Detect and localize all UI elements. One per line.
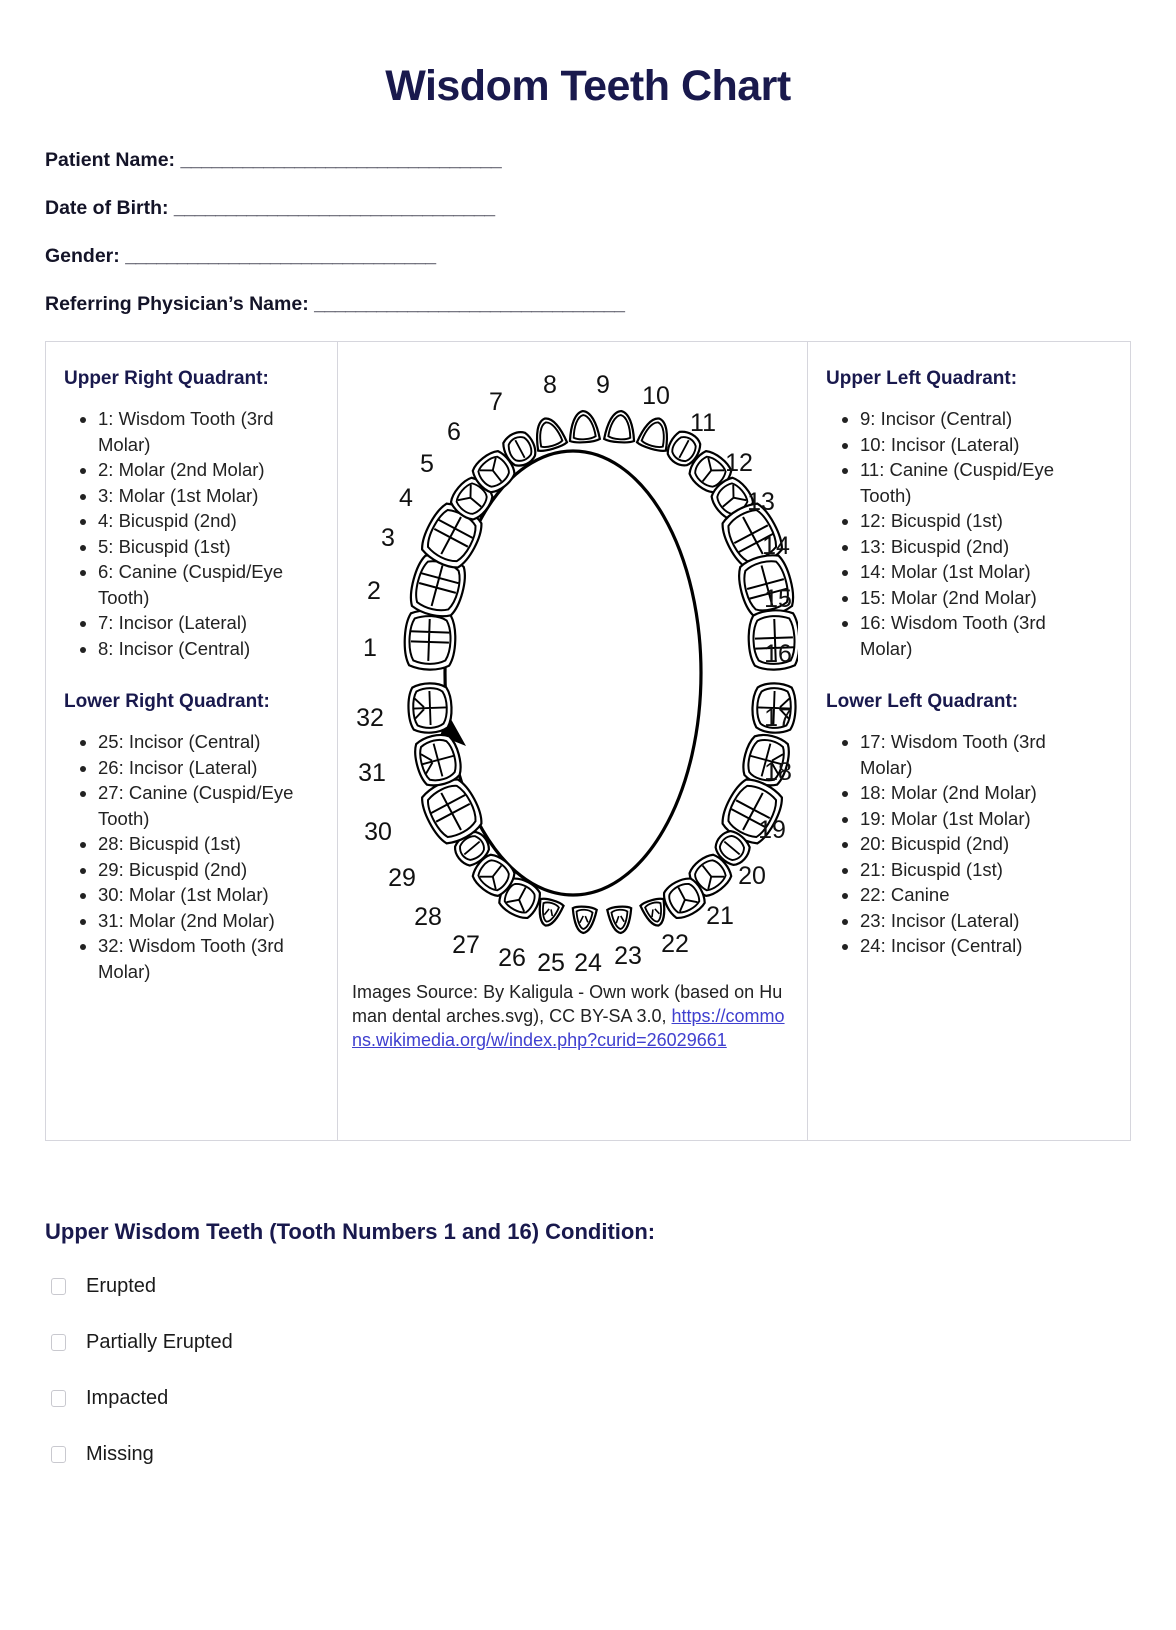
list-item: • 32: Wisdom Tooth (3rd Molar) [98,933,319,984]
dental-diagram-column [338,342,808,1140]
condition-option-erupted[interactable] [45,1275,1131,1298]
list-item: • 10: Incisor (Lateral) [860,432,1074,458]
condition-option-label: Erupted [86,1275,157,1297]
list-item: • 1: Wisdom Tooth (3rd Molar) [98,406,319,457]
tooth-number-18: 18 [764,758,792,786]
condition-option-label: Partially Erupted [86,1331,233,1353]
lower-left-quadrant-list [826,729,1074,959]
list-item: • 23: Incisor (Lateral) [860,908,1074,934]
patient-info-fields [0,149,1176,316]
condition-option-partially-erupted[interactable] [45,1331,1131,1354]
list-item: • 21: Bicuspid (1st) [860,857,1074,883]
tooth-number-25: 25 [537,949,565,977]
upper-right-quadrant-title: Upper Right Quadrant: [64,368,269,389]
lower-right-quadrant-list [64,729,319,984]
list-item: • 12: Bicuspid (1st) [860,508,1074,534]
field-label: Patient Name: [45,149,176,171]
list-item: • 4: Bicuspid (2nd) [98,508,319,534]
tooth-number-12: 12 [725,449,753,477]
list-item: • 2: Molar (2nd Molar) [98,457,319,483]
list-item: • 31: Molar (2nd Molar) [98,908,319,934]
list-item: • 28: Bicuspid (1st) [98,831,319,857]
list-item: • 6: Canine (Cuspid/Eye Tooth) [98,559,319,610]
list-item: • 25: Incisor (Central) [98,729,319,755]
list-item: • 17: Wisdom Tooth (3rd Molar) [860,729,1074,780]
list-item: • 11: Canine (Cuspid/Eye Tooth) [860,457,1074,508]
list-item: • 18: Molar (2nd Molar) [860,780,1074,806]
list-item: • 9: Incisor (Central) [860,406,1074,432]
upper-right-quadrant-list [64,406,319,661]
tooth-number-22: 22 [661,930,689,958]
list-item: • 29: Bicuspid (2nd) [98,857,319,883]
condition-option-label: Impacted [86,1387,169,1409]
lower-arch-teeth [408,683,797,934]
tooth-number-2: 2 [367,577,381,605]
list-item: • 30: Molar (1st Molar) [98,882,319,908]
tooth-number-20: 20 [738,862,766,890]
tooth-number-24: 24 [574,949,602,977]
arch-outline [445,451,701,895]
checkbox-erupted[interactable] [51,1278,66,1295]
tooth-number-6: 6 [447,418,461,446]
checkbox-impacted[interactable] [51,1390,66,1407]
list-item: • 20: Bicuspid (2nd) [860,831,1074,857]
lower-right-quadrant-title: Lower Right Quadrant: [64,691,270,712]
tooth-number-17: 17 [764,704,792,732]
upper-left-quadrant-title: Upper Left Quadrant: [826,368,1018,389]
field-label: Referring Physician’s Name: [45,293,309,315]
field-label: Gender: [45,245,120,267]
tooth-number-10: 10 [642,382,670,410]
upper-left-quadrant-list [826,406,1074,661]
right-quadrants-column [46,342,338,1140]
field-patient-name [45,149,1176,172]
tooth-number-29: 29 [388,864,416,892]
tooth-number-31: 31 [358,759,386,787]
tooth-number-4: 4 [399,484,413,512]
tooth-number-21: 21 [706,902,734,930]
upper-wisdom-condition-section [45,1219,1131,1466]
field-label: Date of Birth: [45,197,169,219]
checkbox-partially-erupted[interactable] [51,1334,66,1351]
field-date-of-birth [45,197,1176,220]
field-blank-line[interactable]: _______________________________ [180,149,502,171]
caption-text: Images Source: By Kaligula - Own work (based on Human dental arches.svg), CC BY-SA 3.0, [352,982,783,1026]
condition-option-impacted[interactable] [45,1387,1131,1410]
field-blank-line[interactable]: ______________________________ [125,245,436,267]
dental-arch-svg [348,368,798,978]
tooth-number-1: 1 [363,634,377,662]
tooth-number-3: 3 [381,524,395,552]
quadrant-panel [45,341,1131,1141]
list-item: • 8: Incisor (Central) [98,636,319,662]
tooth-number-30: 30 [364,818,392,846]
tooth-number-11: 11 [690,409,716,437]
tooth-number-27: 27 [452,931,480,959]
checkbox-missing[interactable] [51,1446,66,1463]
tooth-number-5: 5 [420,450,434,478]
list-item: • 5: Bicuspid (1st) [98,534,319,560]
list-item: • 15: Molar (2nd Molar) [860,585,1074,611]
list-item: • 27: Canine (Cuspid/Eye Tooth) [98,780,319,831]
tooth-number-19: 19 [758,816,786,844]
list-item: • 24: Incisor (Central) [860,933,1074,959]
condition-option-label: Missing [86,1443,154,1465]
tooth-number-13: 13 [747,488,775,516]
tooth-number-28: 28 [414,903,442,931]
tooth-number-26: 26 [498,944,526,972]
tooth-number-23: 23 [614,942,642,970]
condition-option-missing[interactable] [45,1443,1131,1466]
tooth-number-labels [356,371,792,977]
list-item: • 13: Bicuspid (2nd) [860,534,1074,560]
image-source-link[interactable]: https://commons.wikimedia.org/w/index.php?curid=26029661 [352,1006,785,1050]
field-gender [45,245,1176,268]
tooth-number-15: 15 [764,585,792,613]
tooth-number-8: 8 [543,371,557,399]
list-item: • 16: Wisdom Tooth (3rd Molar) [860,610,1074,661]
list-item: • 26: Incisor (Lateral) [98,755,319,781]
page-title: Wisdom Teeth Chart [385,62,791,110]
dental-arch-diagram [348,368,798,978]
list-item: • 14: Molar (1st Molar) [860,559,1074,585]
list-item: • 7: Incisor (Lateral) [98,610,319,636]
image-source-caption [348,980,797,1052]
field-blank-line[interactable]: ______________________________ [314,293,625,315]
list-item: • 22: Canine [860,882,1074,908]
lower-left-quadrant-title: Lower Left Quadrant: [826,691,1019,712]
tooth-number-14: 14 [762,532,790,560]
field-blank-line[interactable]: _______________________________ [173,197,495,219]
left-quadrants-column [808,342,1092,1140]
tooth-number-7: 7 [489,388,503,416]
field-referring-physician [45,293,1176,316]
tooth-number-32: 32 [356,704,384,732]
tooth-number-9: 9 [596,371,610,399]
list-item: • 19: Molar (1st Molar) [860,806,1074,832]
condition-section-title: Upper Wisdom Teeth (Tooth Numbers 1 and 16) Condition: [45,1219,656,1244]
list-item: • 3: Molar (1st Molar) [98,483,319,509]
tooth-number-16: 16 [764,640,792,668]
